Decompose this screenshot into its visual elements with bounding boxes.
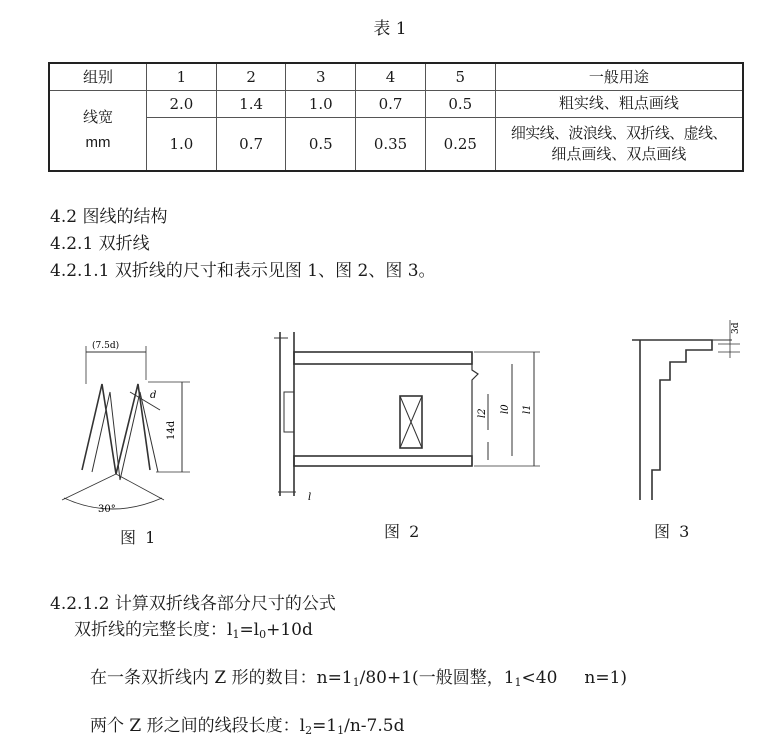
fig2-l2: l2 [477,408,488,418]
formula-2-mid: /80+1(一般圆整，1 [359,668,515,688]
table-cell: 0.5 [425,90,495,117]
table-cell: 0.5 [286,117,356,171]
use-line2: 细点画线、双点画线 [551,144,687,163]
formula-segment-length [90,711,404,737]
header-group: 组别 [49,63,147,90]
section-4-2-1-1: 4.2.1.1 双折线的尺寸和表示见图 1、图 2、图 3。 [50,261,436,281]
fig3-caption: 图 3 [654,522,692,541]
section-4-2-1-2: 4.2.1.2 计算双折线各部分尺寸的公式 [50,594,336,614]
fig1-top-dim: (7.5d) [92,341,120,351]
formula-3-mid: =1 [312,716,338,736]
header-col-5: 5 [425,63,495,90]
fig3-dim: 3d [731,322,741,334]
header-col-3: 3 [286,63,356,90]
section-4-2: 4.2 图线的结构 [50,207,168,227]
table-cell-use: 粗实线、粗点画线 [495,90,743,117]
formula-z-count [90,663,627,689]
formula-3-sub1: 2 [305,724,313,737]
formula-3-tail: /n-7.5d [344,716,405,736]
table-caption: 表 1 [373,19,407,39]
formula-2-sub1: 1 [352,676,360,689]
fig2-caption: 图 2 [384,522,422,541]
fig1-caption: 图 1 [120,528,158,547]
formula-2-sub2: 1 [514,676,522,689]
row-label-line1: 线宽 [83,108,114,127]
fig1-angle: 30° [98,504,116,515]
table-cell: 0.7 [216,117,286,171]
formula-2-tail: <40 n=1) [521,668,628,688]
section-4-2-1: 4.2.1 双折线 [50,234,150,254]
table-cell: 0.7 [356,90,426,117]
table-cell: 0.35 [356,117,426,171]
table-cell: 2.0 [147,90,217,117]
formula-3-sub2: 1 [337,724,345,737]
formula-1-b: =l [239,620,260,640]
row-label-line2: mm [85,134,111,152]
table-cell: 1.0 [286,90,356,117]
formula-1-c: +10d [266,620,313,640]
fig1-d-label: d [150,390,157,401]
fig1-side-dim: 14d [166,420,177,440]
header-col-4: 4 [356,63,426,90]
formula-2-prefix: 在一条双折线内 Z 形的数目：n=1 [90,668,353,688]
formula-1-a-sub: 1 [232,628,240,641]
formula-3-prefix: 两个 Z 形之间的线段长度：l [90,716,306,736]
table-cell: 1.4 [216,90,286,117]
figure-3-drawing [632,320,740,500]
table-cell: 0.25 [425,117,495,171]
fig2-l1: l1 [522,404,533,414]
formula-1-prefix: 双折线的完整长度： [74,620,227,640]
header-col-2: 2 [216,63,286,90]
formula-1-a: l [227,620,233,640]
fig2-l0: l0 [500,404,511,414]
formula-full-length [74,615,313,641]
formula-1-b-sub: 0 [259,628,267,641]
header-use: 一般用途 [495,63,743,90]
table-cell: 1.0 [147,117,217,171]
use-line1: 细实线、波浪线、双折线、虚线、 [510,123,727,142]
fig2-l: l [308,492,312,503]
header-col-1: 1 [147,63,217,90]
